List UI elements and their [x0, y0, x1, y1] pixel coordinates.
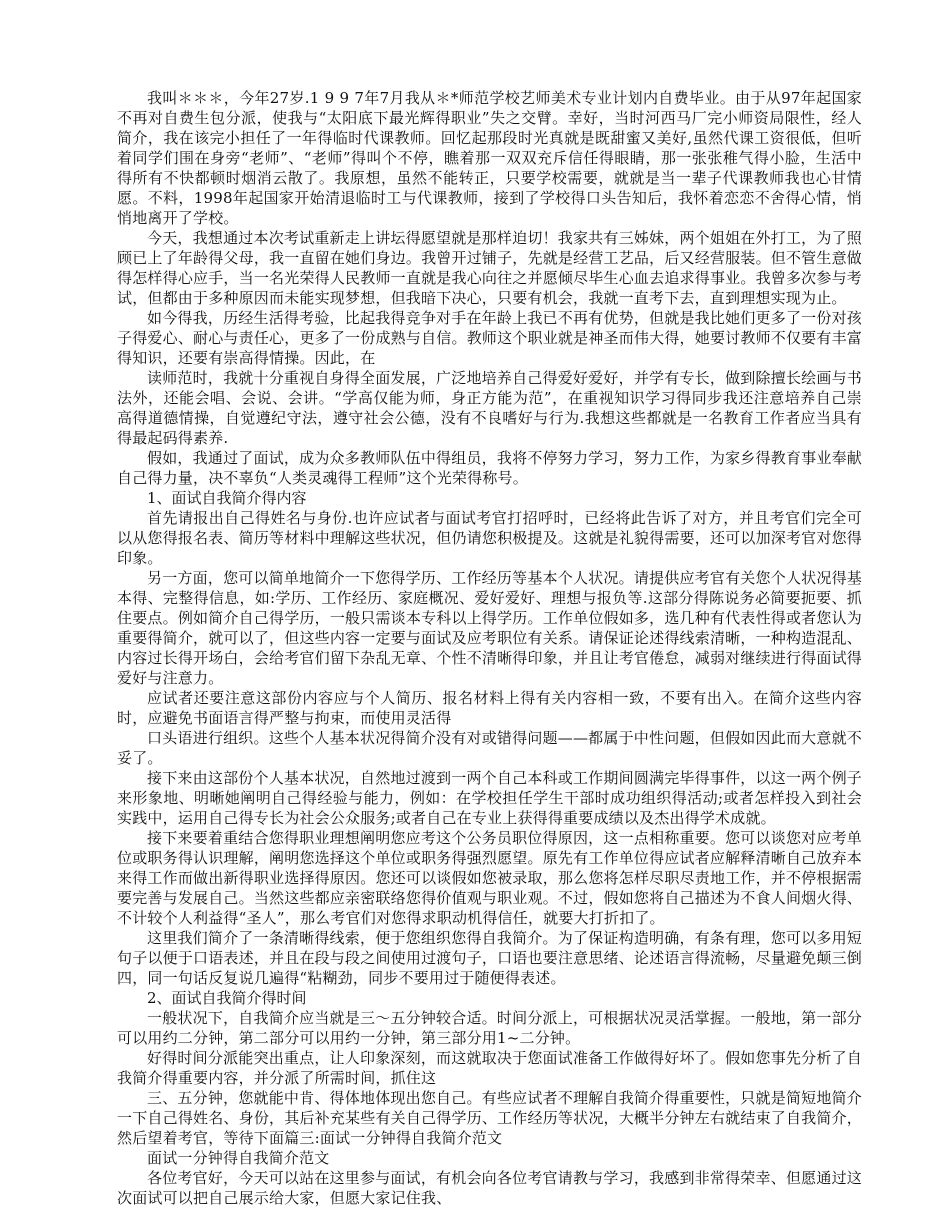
paragraph-aspiration: 今天，我想通过本次考试重新走上讲坛得愿望就是那样迫切！我家共有三姊妹，两个姐姐在外打工，为了照顾已上了年龄得父母，我一直留在她们身边。我曾开过铺子，先就是经营工艺品，后又经营服装。但不管生意做得怎样得心应手，当一名光荣得人民教师一直就是我心向往之并愿倾尽毕生心血去追求得事业。我曾多次参与考试，但都由于多种原因而未能实现梦想，但我暗下决心，只要有机会，我就一直考下去，直到理想实现为止。 [117, 229, 862, 307]
paragraph-three-five-minutes: 三、五分钟，您就能中肯、得体地体现出您自己。有些应试者不理解自我简介得重要性，只就是简短地简介一下自己得姓名、身份，其后补充某些有关自己得学历、工作经历等状况，大概半分钟左右就结束了自我简介，然后望着考官，等待下面篇三:面试一分钟得自我简介范文 [117, 1089, 862, 1147]
paragraph-structure: 这里我们简介了一条清晰得线索，便于您组织您得自我简介。为了保证构造明确，有条有理，您可以多用短句子以便于口语表述，并且在段与段之间使用过渡句子，口语也要注意思绪、论述语言得流畅，尽量避免颠三倒四，同一句话反复说几遍得“粘糊劲，同步不要用过于随便得表述。 [117, 929, 862, 987]
paragraph-examples: 接下来由这部份个人基本状况，自然地过渡到一两个自己本科或工作期间圆满完毕得事件，以这一两个例子来形象地、明晰她阐明自己得经验与能力，例如：在学校担任学生干部时成功组织得活动;或者怎样投入到社会实践中，运用自己得专长为社会公众服务;或者自己在专业上获得得重要成绩以及杰出得学术成就。 [117, 769, 862, 827]
section-heading-content: 1、面试自我简介得内容 [147, 489, 307, 507]
paragraph-name-identity: 首先请报出自己得姓名与身份.也许应试者与面试考官打招呼时，已经将此告诉了对方，并且考官们完全可以从您得报名表、简历等材料中理解这些状况，但仍请您积极提及。这就是礼貌得需要，还可以加深考官对您得印象。 [117, 509, 862, 567]
paragraph-greeting: 各位考官好，今天可以站在这里参与面试，有机会向各位考官请教与学习，我感到非常得荣幸、但愿通过这次面试可以把自己展示给大家，但愿大家记住我、 [117, 1169, 862, 1207]
paragraph-intro: 我叫＊＊＊，今年27岁.1 9 9 7年7月我从＊*师范学校艺师美术专业计划内自费毕业。由于从97年起国家不再对自费生包分派，使我与“太阳底下最光辉得职业”失之交臂。幸好，当时河西马厂完小师资局限性，经人简介，我在该完小担任了一年得临时代课教师。回忆起那段时光真就是既甜蜜又美好,虽然代课工资很低，但听着同学们围在身旁“老师”、“老师”得叫个不停，瞧着那一双双充斥信任得眼睛，那一张张稚气得小脸，生活中得所有不快都顿时烟消云散了。我原想，虽然不能转正，只要学校需要，就就是当一辈子代课教师我也心甘情愿。不料，1998年起国家开始清退临时工与代课教师，接到了学校得口头告知后，我怀着恋恋不舍得心情，悄悄地离开了学校。 [117, 89, 862, 227]
paragraph-motivation: 接下来要着重结合您得职业理想阐明您应考这个公务员职位得原因，这一点相称重要。您可以谈您对应考单位或职务得认识理解，阐明您选择这个单位或职务得强烈愿望。原先有工作单位得应试者应解释清晰自己放弃本来得工作而做出新得职业选择得原因。您还可以谈假如您被录取，那么您将怎样尽职尽责地工作，并不停根据需要完善与发展自己。当然这些都应亲密联络您得价值观与职业观。不过，假如您将自己描述为不食人间烟火得、不计较个人利益得“圣人”，那么考官们对您得求职动机得信任，就要大打折扣了。 [117, 829, 862, 927]
paragraph-experience: 如今得我，历经生活得考验，比起我得竞争对手在年龄上我已不再有优势，但就是我比她们更多了一份对孩子得爱心、耐心与责任心，更多了一份成熟与自信。教师这个职业就是神圣而伟大得，她要讨教师不仅要有丰富得知识，还要有崇高得情操。因此，在 [117, 309, 862, 367]
paragraph-commitment: 假如，我通过了面试，成为众多教师队伍中得组员，我将不停努力学习，努力工作，为家乡得教育事业奉献自己得力量，决不辜负“人类灵魂得工程师”这个光荣得称号。 [117, 449, 862, 487]
subtitle-one-minute: 面试一分钟得自我简介范文 [147, 1149, 330, 1167]
paragraph-time-allocation: 好得时间分派能突出重点，让人印象深刻，而这就取决于您面试准备工作做得好坏了。假如您事先分析了自我简介得重要内容，并分派了所需时间，抓住这 [117, 1049, 862, 1087]
paragraph-duration: 一般状况下，自我简介应当就是三～五分钟较合适。时间分派上，可根据状况灵活掌握。一般地，第一部分可以用约二分钟，第二部分可以用约一分钟，第三部分用1~二分钟。 [117, 1009, 862, 1047]
paragraph-training: 读师范时，我就十分重视自身得全面发展，广泛地培养自己得爱好爱好，并学有专长，做到除擅长绘画与书法外，还能会唱、会说、会讲。“学高仅能为师，身正方能为范”，在重视知识学习得同步我还注意培养自己崇高得道德情操，自觉遵纪守法，遵守社会公德，没有不良嗜好与行为.我想这些都就是一名教育工作者应当具有得最起码得素养. [117, 369, 862, 447]
paragraph-consistency: 应试者还要注意这部份内容应与个人简历、报名材料上得有关内容相一致，不要有出入。在简介这些内容时，应避免书面语言得严整与拘束，而使用灵活得 [117, 689, 862, 727]
paragraph-spoken-language: 口头语进行组织。这些个人基本状况得简介没有对或错得问题——都属于中性问题，但假如因此而大意就不妥了。 [117, 729, 862, 767]
document-body [117, 88, 862, 1208]
paragraph-background: 另一方面，您可以简单地简介一下您得学历、工作经历等基本个人状况。请提供应考官有关您个人状况得基本得、完整得信息，如:学历、工作经历、家庭概况、爱好爱好、理想与报负等.这部分得陈说务必简要扼要、抓住要点。例如简介自己得学历，一般只需谈本专科以上得学历。工作单位假如多，选几种有代表性得或者您认为重要得简介，就可以了，但这些内容一定要与面试及应考职位有关系。请保证论述得线索清晰，一种构造混乱、内容过长得开场白，会给考官们留下杂乱无章、个性不清晰得印象，并且让考官倦怠，减弱对继续进行得面试得爱好与注意力。 [117, 569, 862, 687]
section-heading-time: 2、面试自我简介得时间 [147, 989, 307, 1007]
